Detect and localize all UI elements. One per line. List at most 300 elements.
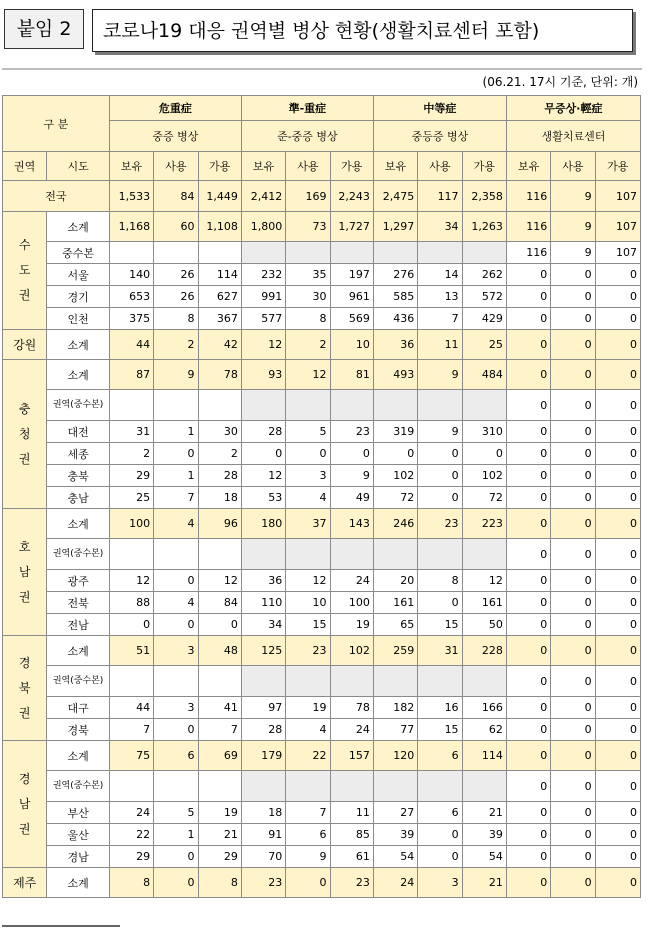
national-value: 9 bbox=[551, 181, 595, 212]
cell-value: 0 bbox=[551, 539, 595, 570]
cell-value: 572 bbox=[462, 286, 506, 308]
cell-value: 9 bbox=[286, 846, 330, 868]
cell-value: 7 bbox=[109, 719, 153, 741]
cell-value: 0 bbox=[595, 719, 640, 741]
cell-value: 12 bbox=[462, 570, 506, 592]
table-row bbox=[3, 570, 641, 592]
cell-value: 0 bbox=[506, 421, 550, 443]
sub-column-header: 보유 bbox=[109, 152, 153, 181]
sido-column-header: 시도 bbox=[47, 152, 109, 181]
cell-value: 319 bbox=[373, 421, 417, 443]
cell-value: 107 bbox=[595, 212, 640, 242]
cell-value: 232 bbox=[241, 264, 285, 286]
cell-value bbox=[462, 539, 506, 570]
national-value: 117 bbox=[418, 181, 462, 212]
cell-value: 1,297 bbox=[373, 212, 417, 242]
cell-value: 0 bbox=[506, 666, 550, 697]
cell-value: 60 bbox=[154, 212, 198, 242]
region-label: 제주 bbox=[3, 868, 47, 898]
cell-value: 3 bbox=[154, 697, 198, 719]
cell-value: 0 bbox=[595, 741, 640, 771]
cell-value: 1,727 bbox=[330, 212, 373, 242]
sub-column-header: 보유 bbox=[506, 152, 550, 181]
cell-value: 21 bbox=[462, 868, 506, 898]
sub-column-header: 가용 bbox=[462, 152, 506, 181]
sido-label: 부산 bbox=[47, 802, 109, 824]
cell-value: 37 bbox=[286, 509, 330, 539]
cell-value: 1,263 bbox=[462, 212, 506, 242]
cell-value: 3 bbox=[286, 465, 330, 487]
cell-value: 2 bbox=[154, 330, 198, 360]
region-column-header: 권역 bbox=[3, 152, 47, 181]
cell-value: 11 bbox=[418, 330, 462, 360]
cell-value: 0 bbox=[551, 614, 595, 636]
cell-value: 35 bbox=[286, 264, 330, 286]
group-header: 準-重症 bbox=[241, 96, 373, 121]
cell-value: 0 bbox=[109, 614, 153, 636]
cell-value: 6 bbox=[286, 824, 330, 846]
cell-value: 102 bbox=[462, 465, 506, 487]
cell-value: 1 bbox=[154, 465, 198, 487]
sub-column-header: 보유 bbox=[373, 152, 417, 181]
footer-rule bbox=[2, 925, 120, 927]
cell-value: 161 bbox=[373, 592, 417, 614]
cell-value: 102 bbox=[373, 465, 417, 487]
cell-value: 0 bbox=[551, 570, 595, 592]
table-row bbox=[3, 390, 641, 421]
sido-label: 전북 bbox=[47, 592, 109, 614]
group-header: 危重症 bbox=[109, 96, 241, 121]
cell-value bbox=[241, 666, 285, 697]
cell-value: 0 bbox=[551, 360, 595, 390]
cell-value: 8 bbox=[418, 570, 462, 592]
table-row bbox=[3, 539, 641, 570]
cell-value: 197 bbox=[330, 264, 373, 286]
cell-value: 78 bbox=[330, 697, 373, 719]
cell-value: 140 bbox=[109, 264, 153, 286]
cell-value: 0 bbox=[551, 330, 595, 360]
cell-value: 54 bbox=[462, 846, 506, 868]
sub-column-header: 사용 bbox=[418, 152, 462, 181]
cell-value: 28 bbox=[198, 465, 241, 487]
table-row bbox=[3, 421, 641, 443]
cell-value: 96 bbox=[198, 509, 241, 539]
cell-value bbox=[418, 771, 462, 802]
cell-value: 85 bbox=[330, 824, 373, 846]
sub-column-header: 보유 bbox=[241, 152, 285, 181]
national-value: 2,243 bbox=[330, 181, 373, 212]
cell-value bbox=[330, 539, 373, 570]
table-row bbox=[3, 509, 641, 539]
cell-value bbox=[154, 771, 198, 802]
sido-label: 소계 bbox=[47, 330, 109, 360]
cell-value: 0 bbox=[418, 846, 462, 868]
cell-value: 0 bbox=[551, 666, 595, 697]
cell-value: 114 bbox=[462, 741, 506, 771]
group-subheader: 중증 병상 bbox=[109, 121, 241, 152]
cell-value: 62 bbox=[462, 719, 506, 741]
cell-value bbox=[330, 390, 373, 421]
cell-value: 97 bbox=[241, 697, 285, 719]
table-row bbox=[3, 465, 641, 487]
cell-value: 262 bbox=[462, 264, 506, 286]
sido-label: 대전 bbox=[47, 421, 109, 443]
cell-value: 3 bbox=[154, 636, 198, 666]
cell-value bbox=[154, 666, 198, 697]
cell-value: 21 bbox=[462, 802, 506, 824]
cell-value: 15 bbox=[286, 614, 330, 636]
cell-value: 436 bbox=[373, 308, 417, 330]
cell-value: 7 bbox=[198, 719, 241, 741]
group-subheader: 생활치료센터 bbox=[506, 121, 640, 152]
cell-value: 179 bbox=[241, 741, 285, 771]
cell-value: 180 bbox=[241, 509, 285, 539]
cell-value: 0 bbox=[551, 421, 595, 443]
cell-value: 0 bbox=[551, 509, 595, 539]
national-value: 107 bbox=[595, 181, 640, 212]
cell-value: 20 bbox=[373, 570, 417, 592]
cell-value bbox=[109, 771, 153, 802]
cell-value: 0 bbox=[551, 868, 595, 898]
cell-value: 375 bbox=[109, 308, 153, 330]
cell-value: 0 bbox=[595, 570, 640, 592]
cell-value: 991 bbox=[241, 286, 285, 308]
cell-value: 18 bbox=[241, 802, 285, 824]
cell-value: 0 bbox=[551, 264, 595, 286]
cell-value: 125 bbox=[241, 636, 285, 666]
cell-value: 0 bbox=[506, 360, 550, 390]
cell-value: 12 bbox=[241, 330, 285, 360]
cell-value: 0 bbox=[595, 286, 640, 308]
cell-value: 3 bbox=[418, 868, 462, 898]
category-header: 구 분 bbox=[3, 96, 110, 152]
national-value: 84 bbox=[154, 181, 198, 212]
cell-value bbox=[241, 539, 285, 570]
sido-label: 전남 bbox=[47, 614, 109, 636]
cell-value: 0 bbox=[595, 443, 640, 465]
cell-value: 0 bbox=[241, 443, 285, 465]
cell-value: 161 bbox=[462, 592, 506, 614]
cell-value: 6 bbox=[418, 741, 462, 771]
sido-label: 울산 bbox=[47, 824, 109, 846]
cell-value: 0 bbox=[418, 487, 462, 509]
cell-value: 51 bbox=[109, 636, 153, 666]
cell-value: 0 bbox=[506, 824, 550, 846]
sido-label: 소계 bbox=[47, 741, 109, 771]
cell-value: 42 bbox=[198, 330, 241, 360]
cell-value: 0 bbox=[373, 443, 417, 465]
sido-label: 경북 bbox=[47, 719, 109, 741]
cell-value: 0 bbox=[551, 846, 595, 868]
table-row bbox=[3, 614, 641, 636]
sido-label: 소계 bbox=[47, 868, 109, 898]
header-divider bbox=[2, 68, 642, 70]
cell-value: 28 bbox=[241, 719, 285, 741]
cell-value: 81 bbox=[330, 360, 373, 390]
cell-value bbox=[462, 771, 506, 802]
cell-value: 10 bbox=[286, 592, 330, 614]
cell-value: 48 bbox=[198, 636, 241, 666]
table-row bbox=[3, 443, 641, 465]
cell-value: 93 bbox=[241, 360, 285, 390]
cell-value: 0 bbox=[595, 509, 640, 539]
cell-value: 19 bbox=[286, 697, 330, 719]
cell-value: 114 bbox=[198, 264, 241, 286]
sido-label: 권역(중수본) bbox=[47, 771, 109, 802]
cell-value bbox=[286, 390, 330, 421]
cell-value: 143 bbox=[330, 509, 373, 539]
national-value: 2,475 bbox=[373, 181, 417, 212]
region-label: 강원 bbox=[3, 330, 47, 360]
cell-value: 0 bbox=[506, 771, 550, 802]
cell-value bbox=[462, 242, 506, 264]
cell-value: 84 bbox=[198, 592, 241, 614]
cell-value: 6 bbox=[154, 741, 198, 771]
cell-value: 0 bbox=[595, 771, 640, 802]
sido-label: 소계 bbox=[47, 212, 109, 242]
cell-value bbox=[109, 666, 153, 697]
cell-value: 0 bbox=[595, 614, 640, 636]
group-subheader: 준-중증 병상 bbox=[241, 121, 373, 152]
cell-value: 0 bbox=[462, 443, 506, 465]
cell-value: 166 bbox=[462, 697, 506, 719]
sub-column-header: 가용 bbox=[595, 152, 640, 181]
sido-label: 소계 bbox=[47, 509, 109, 539]
table-row bbox=[3, 592, 641, 614]
cell-value: 102 bbox=[330, 636, 373, 666]
cell-value: 569 bbox=[330, 308, 373, 330]
cell-value bbox=[241, 242, 285, 264]
cell-value: 7 bbox=[154, 487, 198, 509]
cell-value: 0 bbox=[551, 719, 595, 741]
cell-value: 23 bbox=[286, 636, 330, 666]
cell-value: 23 bbox=[330, 868, 373, 898]
cell-value bbox=[418, 666, 462, 697]
cell-value: 9 bbox=[551, 242, 595, 264]
table-row bbox=[3, 264, 641, 286]
cell-value bbox=[286, 539, 330, 570]
cell-value: 24 bbox=[330, 719, 373, 741]
cell-value: 72 bbox=[373, 487, 417, 509]
sido-label: 서울 bbox=[47, 264, 109, 286]
cell-value: 157 bbox=[330, 741, 373, 771]
cell-value: 15 bbox=[418, 614, 462, 636]
cell-value: 116 bbox=[506, 212, 550, 242]
sido-label: 소계 bbox=[47, 636, 109, 666]
sido-label: 소계 bbox=[47, 360, 109, 390]
cell-value: 0 bbox=[551, 308, 595, 330]
cell-value: 120 bbox=[373, 741, 417, 771]
cell-value bbox=[198, 390, 241, 421]
table-row bbox=[3, 771, 641, 802]
cell-value: 0 bbox=[418, 824, 462, 846]
cell-value: 12 bbox=[198, 570, 241, 592]
sido-label: 광주 bbox=[47, 570, 109, 592]
table-row bbox=[3, 741, 641, 771]
cell-value: 41 bbox=[198, 697, 241, 719]
table-row bbox=[3, 360, 641, 390]
cell-value: 31 bbox=[109, 421, 153, 443]
cell-value: 0 bbox=[595, 802, 640, 824]
cell-value: 0 bbox=[506, 719, 550, 741]
cell-value: 577 bbox=[241, 308, 285, 330]
sido-label: 대구 bbox=[47, 697, 109, 719]
cell-value: 0 bbox=[506, 539, 550, 570]
sub-column-header: 사용 bbox=[286, 152, 330, 181]
cell-value: 5 bbox=[286, 421, 330, 443]
reference-note: (06.21. 17시 기준, 단위: 개) bbox=[482, 75, 638, 89]
cell-value: 2 bbox=[109, 443, 153, 465]
cell-value: 0 bbox=[506, 636, 550, 666]
region-label: 경북권 bbox=[3, 636, 47, 741]
cell-value bbox=[154, 242, 198, 264]
table-row bbox=[3, 308, 641, 330]
cell-value: 12 bbox=[241, 465, 285, 487]
cell-value: 0 bbox=[595, 868, 640, 898]
national-value: 116 bbox=[506, 181, 550, 212]
cell-value: 0 bbox=[154, 846, 198, 868]
cell-value: 78 bbox=[198, 360, 241, 390]
cell-value: 39 bbox=[462, 824, 506, 846]
cell-value: 69 bbox=[198, 741, 241, 771]
cell-value: 24 bbox=[373, 868, 417, 898]
cell-value: 0 bbox=[551, 636, 595, 666]
cell-value: 0 bbox=[551, 390, 595, 421]
sub-column-header: 가용 bbox=[330, 152, 373, 181]
cell-value: 24 bbox=[330, 570, 373, 592]
cell-value: 0 bbox=[286, 443, 330, 465]
cell-value: 0 bbox=[595, 465, 640, 487]
cell-value bbox=[330, 771, 373, 802]
cell-value: 0 bbox=[506, 741, 550, 771]
cell-value: 0 bbox=[506, 390, 550, 421]
cell-value: 50 bbox=[462, 614, 506, 636]
cell-value bbox=[462, 666, 506, 697]
cell-value: 0 bbox=[418, 465, 462, 487]
cell-value: 1,168 bbox=[109, 212, 153, 242]
cell-value: 2 bbox=[198, 443, 241, 465]
table-row bbox=[3, 487, 641, 509]
cell-value: 19 bbox=[330, 614, 373, 636]
cell-value bbox=[373, 771, 417, 802]
sido-label: 권역(중수본) bbox=[47, 666, 109, 697]
cell-value: 28 bbox=[241, 421, 285, 443]
cell-value: 100 bbox=[330, 592, 373, 614]
cell-value: 12 bbox=[286, 360, 330, 390]
cell-value: 653 bbox=[109, 286, 153, 308]
cell-value: 367 bbox=[198, 308, 241, 330]
cell-value: 0 bbox=[551, 741, 595, 771]
cell-value: 4 bbox=[154, 592, 198, 614]
cell-value: 23 bbox=[418, 509, 462, 539]
attachment-badge: 붙임 2 bbox=[4, 9, 84, 49]
table-row bbox=[3, 212, 641, 242]
cell-value: 73 bbox=[286, 212, 330, 242]
cell-value: 0 bbox=[198, 614, 241, 636]
cell-value: 30 bbox=[198, 421, 241, 443]
cell-value: 8 bbox=[286, 308, 330, 330]
page-title: 코로나19 대응 권역별 병상 현황(생활치료센터 포함) bbox=[92, 9, 633, 52]
cell-value: 25 bbox=[462, 330, 506, 360]
cell-value bbox=[286, 771, 330, 802]
cell-value: 27 bbox=[373, 802, 417, 824]
sub-column-header: 사용 bbox=[551, 152, 595, 181]
table-row bbox=[3, 242, 641, 264]
cell-value: 0 bbox=[154, 443, 198, 465]
cell-value: 61 bbox=[330, 846, 373, 868]
cell-value bbox=[418, 242, 462, 264]
cell-value: 484 bbox=[462, 360, 506, 390]
cell-value: 0 bbox=[154, 570, 198, 592]
group-subheader: 중등증 병상 bbox=[373, 121, 506, 152]
cell-value: 18 bbox=[198, 487, 241, 509]
cell-value: 0 bbox=[506, 846, 550, 868]
region-label: 수도권 bbox=[3, 212, 47, 330]
cell-value: 88 bbox=[109, 592, 153, 614]
cell-value: 100 bbox=[109, 509, 153, 539]
cell-value: 6 bbox=[418, 802, 462, 824]
cell-value bbox=[154, 539, 198, 570]
cell-value: 0 bbox=[506, 286, 550, 308]
cell-value: 0 bbox=[418, 443, 462, 465]
cell-value bbox=[198, 666, 241, 697]
cell-value: 34 bbox=[418, 212, 462, 242]
cell-value: 0 bbox=[506, 697, 550, 719]
cell-value: 1,108 bbox=[198, 212, 241, 242]
cell-value: 1 bbox=[154, 824, 198, 846]
cell-value: 0 bbox=[154, 868, 198, 898]
cell-value bbox=[418, 390, 462, 421]
cell-value: 31 bbox=[418, 636, 462, 666]
cell-value bbox=[109, 390, 153, 421]
cell-value: 0 bbox=[506, 264, 550, 286]
sido-label: 충남 bbox=[47, 487, 109, 509]
national-value: 2,358 bbox=[462, 181, 506, 212]
cell-value: 72 bbox=[462, 487, 506, 509]
cell-value: 0 bbox=[551, 465, 595, 487]
cell-value: 182 bbox=[373, 697, 417, 719]
cell-value: 0 bbox=[506, 570, 550, 592]
bed-status-table bbox=[2, 95, 641, 898]
cell-value bbox=[241, 390, 285, 421]
cell-value: 36 bbox=[241, 570, 285, 592]
cell-value: 36 bbox=[373, 330, 417, 360]
cell-value bbox=[418, 539, 462, 570]
cell-value: 0 bbox=[551, 771, 595, 802]
cell-value: 23 bbox=[330, 421, 373, 443]
cell-value bbox=[462, 390, 506, 421]
cell-value: 19 bbox=[198, 802, 241, 824]
table-row bbox=[3, 697, 641, 719]
national-label: 전국 bbox=[3, 181, 110, 212]
cell-value: 29 bbox=[109, 465, 153, 487]
cell-value: 49 bbox=[330, 487, 373, 509]
region-label: 경남권 bbox=[3, 741, 47, 868]
cell-value: 26 bbox=[154, 264, 198, 286]
cell-value bbox=[109, 539, 153, 570]
cell-value: 110 bbox=[241, 592, 285, 614]
cell-value: 4 bbox=[286, 719, 330, 741]
cell-value: 24 bbox=[109, 802, 153, 824]
cell-value: 44 bbox=[109, 697, 153, 719]
cell-value: 5 bbox=[154, 802, 198, 824]
cell-value: 0 bbox=[595, 264, 640, 286]
cell-value: 10 bbox=[330, 330, 373, 360]
cell-value bbox=[198, 242, 241, 264]
cell-value: 0 bbox=[595, 330, 640, 360]
cell-value: 8 bbox=[154, 308, 198, 330]
cell-value bbox=[373, 242, 417, 264]
